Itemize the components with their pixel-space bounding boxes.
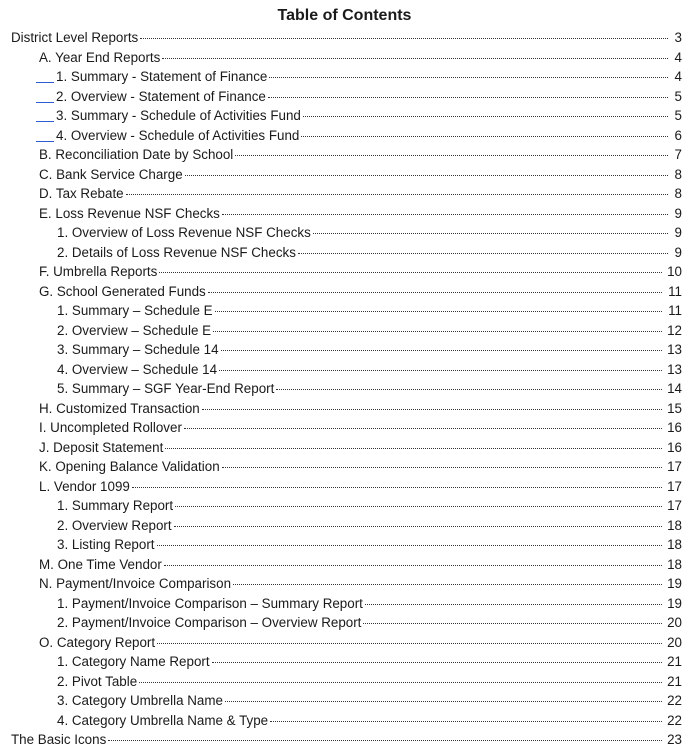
- toc-entry[interactable]: [0, 67, 689, 87]
- dot-leader: [174, 526, 662, 527]
- toc-page-number: 18: [667, 556, 682, 572]
- toc-page-number: 20: [667, 615, 682, 630]
- toc-entry[interactable]: [0, 418, 689, 438]
- toc-page-number: 15: [667, 400, 682, 416]
- toc-entry[interactable]: [0, 516, 689, 536]
- toc-page-number: 8: [674, 186, 682, 201]
- toc-entry[interactable]: [0, 28, 689, 48]
- toc-entry[interactable]: [0, 243, 689, 263]
- link-underline-mark: [36, 141, 54, 142]
- toc-entry[interactable]: [0, 87, 689, 107]
- dot-leader: [139, 682, 662, 683]
- toc-page-number: 4: [674, 49, 682, 65]
- toc-entry-label: 2. Payment/Invoice Comparison – Overview Report: [57, 615, 362, 630]
- dot-leader: [301, 136, 668, 137]
- toc-entry-label: 5. Summary – SGF Year-End Report: [57, 381, 275, 396]
- toc-entry-label: 1. Overview of Loss Revenue NSF Checks: [57, 225, 311, 240]
- link-underline-mark: [36, 82, 54, 83]
- table-of-contents: [0, 28, 689, 750]
- toc-page-number: 5: [674, 108, 682, 123]
- toc-page-number: 20: [667, 634, 682, 650]
- toc-entry-label: District Level Reports: [11, 30, 139, 45]
- toc-page-number: 13: [667, 342, 682, 357]
- toc-entry-label: C. Bank Service Charge: [39, 166, 183, 182]
- dot-leader: [276, 389, 662, 390]
- dot-leader: [208, 292, 662, 293]
- toc-entry-label: 1. Summary - Statement of Finance: [56, 69, 268, 84]
- toc-page-number: 21: [667, 654, 682, 669]
- dot-leader: [108, 740, 662, 741]
- toc-page-number: 22: [667, 712, 682, 728]
- toc-entry-label: O. Category Report: [39, 634, 156, 650]
- dot-leader: [132, 487, 662, 488]
- toc-page-number: 18: [667, 537, 682, 552]
- dot-leader: [363, 623, 662, 624]
- toc-page-number: 19: [667, 576, 682, 591]
- toc-entry-label: 4. Category Umbrella Name & Type: [57, 712, 269, 728]
- toc-page-number: 19: [667, 595, 682, 611]
- toc-entry-label: 3. Summary – Schedule 14: [57, 342, 219, 357]
- dot-leader: [303, 116, 668, 117]
- toc-entry[interactable]: [0, 360, 689, 380]
- dot-leader: [313, 233, 668, 234]
- toc-entry[interactable]: [0, 477, 689, 497]
- toc-entry-label: N. Payment/Invoice Comparison: [39, 576, 232, 591]
- toc-entry-label: H. Customized Transaction: [39, 400, 200, 416]
- toc-page-number: 9: [674, 225, 682, 240]
- dot-leader: [159, 272, 662, 273]
- toc-entry[interactable]: [0, 399, 689, 419]
- toc-page-number: 4: [674, 69, 682, 84]
- toc-entry-label: 3. Listing Report: [57, 537, 155, 552]
- toc-entry[interactable]: [0, 145, 689, 165]
- toc-entry[interactable]: [0, 535, 689, 555]
- dot-leader: [219, 370, 662, 371]
- toc-entry[interactable]: [0, 652, 689, 672]
- toc-page-number: 11: [668, 283, 682, 299]
- dot-leader: [298, 253, 668, 254]
- toc-entry[interactable]: [0, 204, 689, 224]
- toc-entry-label: F. Umbrella Reports: [39, 264, 158, 279]
- toc-entry[interactable]: [0, 711, 689, 731]
- toc-entry-label: G. School Generated Funds: [39, 283, 206, 299]
- toc-entry-label: B. Reconciliation Date by School: [39, 147, 234, 162]
- toc-entry-label: 3. Summary - Schedule of Activities Fund: [56, 108, 301, 123]
- toc-entry-label: 1. Payment/Invoice Comparison – Summary Report: [57, 595, 363, 611]
- toc-entry-label: 2. Pivot Table: [57, 673, 138, 689]
- dot-leader: [175, 506, 662, 507]
- toc-page-number: 11: [668, 303, 682, 318]
- toc-entry-label: 2. Overview – Schedule E: [57, 322, 212, 338]
- toc-page-number: 23: [667, 732, 682, 747]
- toc-entry[interactable]: [0, 730, 689, 750]
- toc-entry-label: 2. Overview Report: [57, 517, 172, 533]
- toc-page-number: 9: [674, 244, 682, 260]
- toc-page-number: 10: [667, 264, 682, 279]
- toc-page-number: 17: [667, 498, 682, 513]
- toc-entry[interactable]: [0, 106, 689, 126]
- toc-entry[interactable]: [0, 457, 689, 477]
- toc-entry-label: E. Loss Revenue NSF Checks: [39, 205, 220, 221]
- dot-leader: [270, 721, 662, 722]
- toc-entry[interactable]: [0, 165, 689, 185]
- dot-leader: [222, 467, 662, 468]
- toc-entry[interactable]: [0, 379, 689, 399]
- dot-leader: [202, 409, 662, 410]
- dot-leader: [164, 565, 662, 566]
- dot-leader: [165, 448, 662, 449]
- dot-leader: [225, 701, 662, 702]
- page-title: Table of Contents: [277, 7, 412, 24]
- toc-page-number: 13: [667, 361, 682, 377]
- toc-page-number: 18: [667, 517, 682, 533]
- toc-entry[interactable]: [0, 301, 689, 321]
- dot-leader: [269, 77, 668, 78]
- toc-entry-label: D. Tax Rebate: [39, 186, 124, 201]
- toc-entry[interactable]: [0, 126, 689, 146]
- link-underline-mark: [36, 121, 54, 122]
- toc-entry-label: 2. Details of Loss Revenue NSF Checks: [57, 244, 296, 260]
- dot-leader: [126, 194, 668, 195]
- toc-entry[interactable]: [0, 555, 689, 575]
- dot-leader: [162, 58, 668, 59]
- toc-page-number: 7: [674, 147, 682, 162]
- toc-entry[interactable]: [0, 633, 689, 653]
- toc-page-number: 17: [667, 478, 682, 494]
- toc-entry-label: A. Year End Reports: [39, 49, 161, 65]
- toc-entry-label: J. Deposit Statement: [39, 439, 164, 455]
- toc-page-number: 14: [667, 381, 682, 396]
- toc-entry-label: 3. Category Umbrella Name: [57, 693, 223, 708]
- dot-leader: [184, 428, 662, 429]
- toc-entry[interactable]: [0, 340, 689, 360]
- toc-entry[interactable]: [0, 321, 689, 341]
- dot-leader: [157, 643, 662, 644]
- dot-leader: [233, 584, 662, 585]
- toc-page-number: 12: [667, 322, 682, 338]
- toc-entry-label: K. Opening Balance Validation: [39, 459, 220, 474]
- toc-entry-label: 1. Summary – Schedule E: [57, 303, 213, 318]
- toc-entry[interactable]: [0, 282, 689, 302]
- toc-page-number: 6: [674, 127, 682, 143]
- toc-page-number: 16: [667, 420, 682, 435]
- toc-page-number: 9: [674, 205, 682, 221]
- toc-entry[interactable]: [0, 672, 689, 692]
- dot-leader: [157, 545, 662, 546]
- dot-leader: [365, 604, 662, 605]
- toc-page-number: 16: [667, 439, 682, 455]
- toc-entry[interactable]: [0, 613, 689, 633]
- toc-entry-label: The Basic Icons: [11, 732, 107, 747]
- dot-leader: [212, 662, 662, 663]
- dot-leader: [185, 175, 668, 176]
- toc-entry[interactable]: [0, 574, 689, 594]
- toc-page-number: 17: [667, 459, 682, 474]
- toc-entry[interactable]: [0, 691, 689, 711]
- toc-page-number: 8: [674, 166, 682, 182]
- toc-entry-label: 1. Summary Report: [57, 498, 174, 513]
- toc-page-number: 22: [667, 693, 682, 708]
- toc-entry-label: M. One Time Vendor: [39, 556, 162, 572]
- toc-entry-label: 4. Overview - Schedule of Activities Fund: [56, 127, 300, 143]
- link-underline-mark: [36, 102, 54, 103]
- toc-page-number: 3: [674, 30, 682, 45]
- toc-entry[interactable]: [0, 184, 689, 204]
- toc-page-number: 21: [667, 673, 682, 689]
- toc-entry[interactable]: [0, 438, 689, 458]
- dot-leader: [140, 38, 668, 39]
- toc-page-number: 5: [674, 88, 682, 104]
- toc-entry[interactable]: [0, 223, 689, 243]
- dot-leader: [213, 331, 662, 332]
- toc-entry-label: I. Uncompleted Rollover: [39, 420, 182, 435]
- toc-entry-label: 4. Overview – Schedule 14: [57, 361, 218, 377]
- toc-entry-label: L. Vendor 1099: [39, 478, 130, 494]
- dot-leader: [215, 311, 662, 312]
- toc-entry[interactable]: [0, 496, 689, 516]
- dot-leader: [221, 350, 662, 351]
- toc-entry-label: 2. Overview - Statement of Finance: [56, 88, 266, 104]
- toc-entry[interactable]: [0, 594, 689, 614]
- toc-entry[interactable]: [0, 262, 689, 282]
- dot-leader: [235, 155, 668, 156]
- toc-entry-label: 1. Category Name Report: [57, 654, 210, 669]
- dot-leader: [268, 97, 668, 98]
- toc-entry[interactable]: [0, 48, 689, 68]
- dot-leader: [222, 214, 668, 215]
